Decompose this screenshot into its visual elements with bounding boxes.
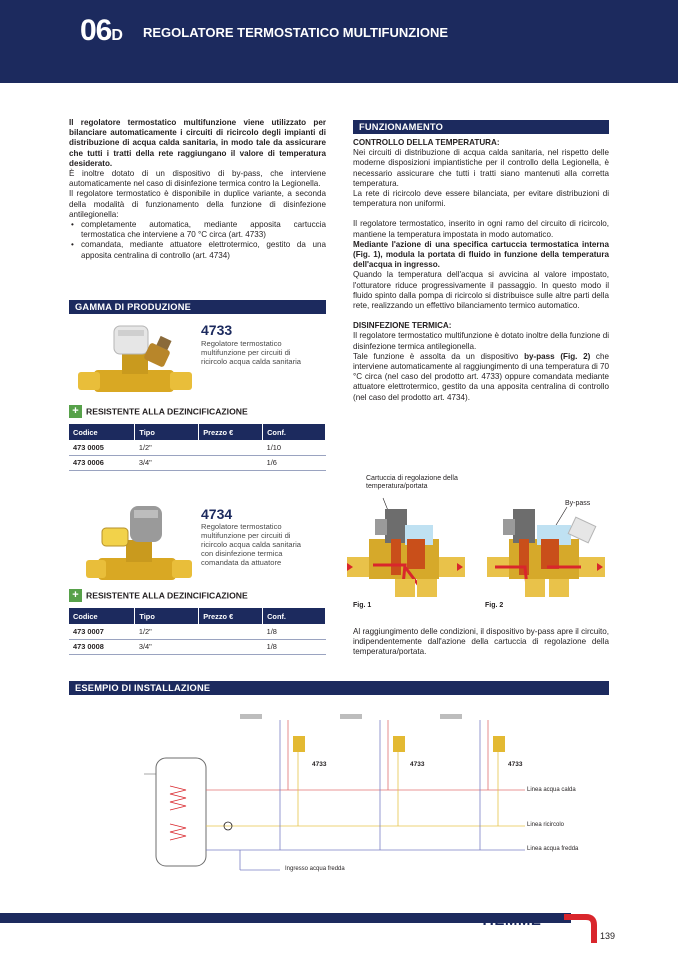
section-funzionamento-title: FUNZIONAMENTO — [353, 120, 609, 134]
label-linea-fredda: Linea acqua fredda — [527, 846, 579, 852]
product-4734-image — [84, 500, 194, 588]
figure-1 — [347, 509, 465, 597]
product-table-4733: Codice Tipo Prezzo € Conf. 473 0005 1/2" 1/10 473 0006 3/4" 1/6 — [69, 424, 326, 471]
chapter-number: 06D — [80, 14, 122, 47]
intro-bullets — [69, 220, 326, 261]
product-table-4734: Codice Tipo Prezzo € Conf. 473 0007 1/2" 1/8 473 0008 3/4" 1/8 — [69, 608, 326, 655]
label-linea-calda: Linea acqua calda — [527, 787, 576, 793]
table-row: 473 0008 3/4" 1/8 — [69, 639, 326, 654]
resist-badge-4733: + RESISTENTE ALLA DEZINCIFICAZIONE — [69, 405, 248, 419]
section-esempio-title: ESEMPIO DI INSTALLAZIONE — [69, 681, 609, 695]
fig-1-label: Fig. 1 — [353, 602, 372, 609]
valve-section-figures — [345, 495, 610, 600]
product-desc-4733: Regolatore termostatico multifunzione per circuiti di ricircolo acqua calda sanitaria — [201, 339, 302, 366]
fig-2-label: Fig. 2 — [485, 602, 504, 609]
valve-code-2: 4733 — [410, 761, 425, 768]
product-desc-4734: Regolatore termostatico multifunzione per circuiti di ricircolo acqua calda sanitaria con disinfezione termica comandata da attuatore — [201, 522, 302, 567]
intro-paragraph-1: Il regolatore termostatico multifunzione viene utilizzato per bilanciare automaticamente i circuiti di ricircolo degli impianti di distribuzione di acqua calda sanitaria, in modo tale da assicurare che tutti i tratti della rete raggiungano il valore di temperatura desiderato. — [69, 118, 326, 168]
intro-paragraph-3: Il regolatore termostatico è disponibile in duplice variante, a seconda della modalità di funzionamento della funzione di disinfezione antilegionella: — [69, 189, 326, 219]
bullet-item: • completamente automatica, mediante apposita cartuccia termostatica che interviene a 70 °C circa (art. 4733) — [69, 220, 326, 240]
funzionamento-text: CONTROLLO DELLA TEMPERATURA: Nei circuiti di distribuzione di acqua calda sanitaria, nel rispetto delle moderne disposizioni impiantistiche per il controllo della Legionella, è necessario assicurare che tutti i tratti siano mantenuti alla corretta temperatura. La rete di ricircolo deve essere bilanciata, per evitare distribuzioni di temperatura non uniformi. Il regolatore termostatico, inserito in ogni ramo del circuito di ricircolo, mantiene la temperatura impostata in modo automatico. Mediante l'azione di una specifica cartuccia termostatica interna (Fig. 1), modula la portata di fluido in funzione della temperatura dell'acqua in ingresso. Quando la temperatura dell'acqua si avvicina al valore impostato, l'otturatore riduce progressivamente il passaggio. In questo modo il fluido spinto dalla pompa di ricircolo si distribuisce sulle altre parti della rete, realizzando un effettivo bilanciamento termico automatico. DISINFEZIONE TERMICA: Il regolatore termostatico multifunzione è dotato inoltre della funzione di disinfezione termica antilegionella. Tale funzione è assolta da un dispositivo by-pass (Fig. 2) che interviene automaticamente al raggiungimento di una temperatura di 70 °C circa (nel caso del prodotto art. 4733) oppure comandata mediante attuatore elettrotermico, gestito da una apposita centralina di controllo (nel caso del prodotto art. 4734). — [353, 138, 610, 402]
figure-2 — [487, 509, 605, 597]
intro-text — [69, 118, 326, 261]
label-linea-ricircolo: Linea ricircolo — [527, 822, 565, 828]
product-4733-image — [74, 320, 194, 402]
installation-diagram — [140, 700, 560, 880]
footer-red-corner — [564, 913, 598, 943]
resist-badge-4734: + RESISTENTE ALLA DEZINCIFICAZIONE — [69, 589, 248, 603]
funzionamento-closing: Al raggiungimento delle condizioni, il dispositivo by-pass apre il circuito, indipendentemente dall'azione della cartuccia di regolazione della temperatura/portata. — [353, 627, 609, 657]
table-row: 473 0007 1/2" 1/8 — [69, 624, 326, 639]
table-row: 473 0006 3/4" 1/6 — [69, 455, 326, 470]
intro-paragraph-2: È inoltre dotato di un dispositivo di by-pass, che interviene automaticamente nel caso di disinfezione termica contro la Legionella. — [69, 169, 326, 189]
heading-disinfezione: DISINFEZIONE TERMICA: — [353, 321, 452, 331]
label-ingresso-fredda: Ingresso acqua fredda — [285, 866, 345, 872]
fig-note-cartuccia: Cartuccia di regolazione della temperatura/portata — [366, 475, 458, 491]
product-code-4734: 4734 — [201, 506, 233, 522]
table-row: 473 0005 1/2" 1/10 — [69, 440, 326, 455]
plus-icon: + — [69, 589, 82, 602]
valve-code-3: 4733 — [508, 761, 523, 768]
page-number: 139 — [600, 931, 616, 941]
bullet-item: • comandata, mediante attuatore elettrotermico, gestito da una apposita centralina di controllo (art. 4734) — [69, 240, 326, 260]
plus-icon: + — [69, 405, 82, 418]
section-gamma-title: GAMMA DI PRODUZIONE — [69, 300, 326, 314]
product-code-4733: 4733 — [201, 322, 233, 338]
brand-logo: TIEMME — [480, 912, 542, 929]
valve-code-1: 4733 — [312, 761, 327, 768]
fig-note-bypass: By-pass — [565, 500, 591, 507]
heading-controllo: CONTROLLO DELLA TEMPERATURA: — [353, 138, 500, 147]
page-header — [0, 0, 678, 83]
page-title: REGOLATORE TERMOSTATICO MULTIFUNZIONE — [143, 25, 448, 40]
